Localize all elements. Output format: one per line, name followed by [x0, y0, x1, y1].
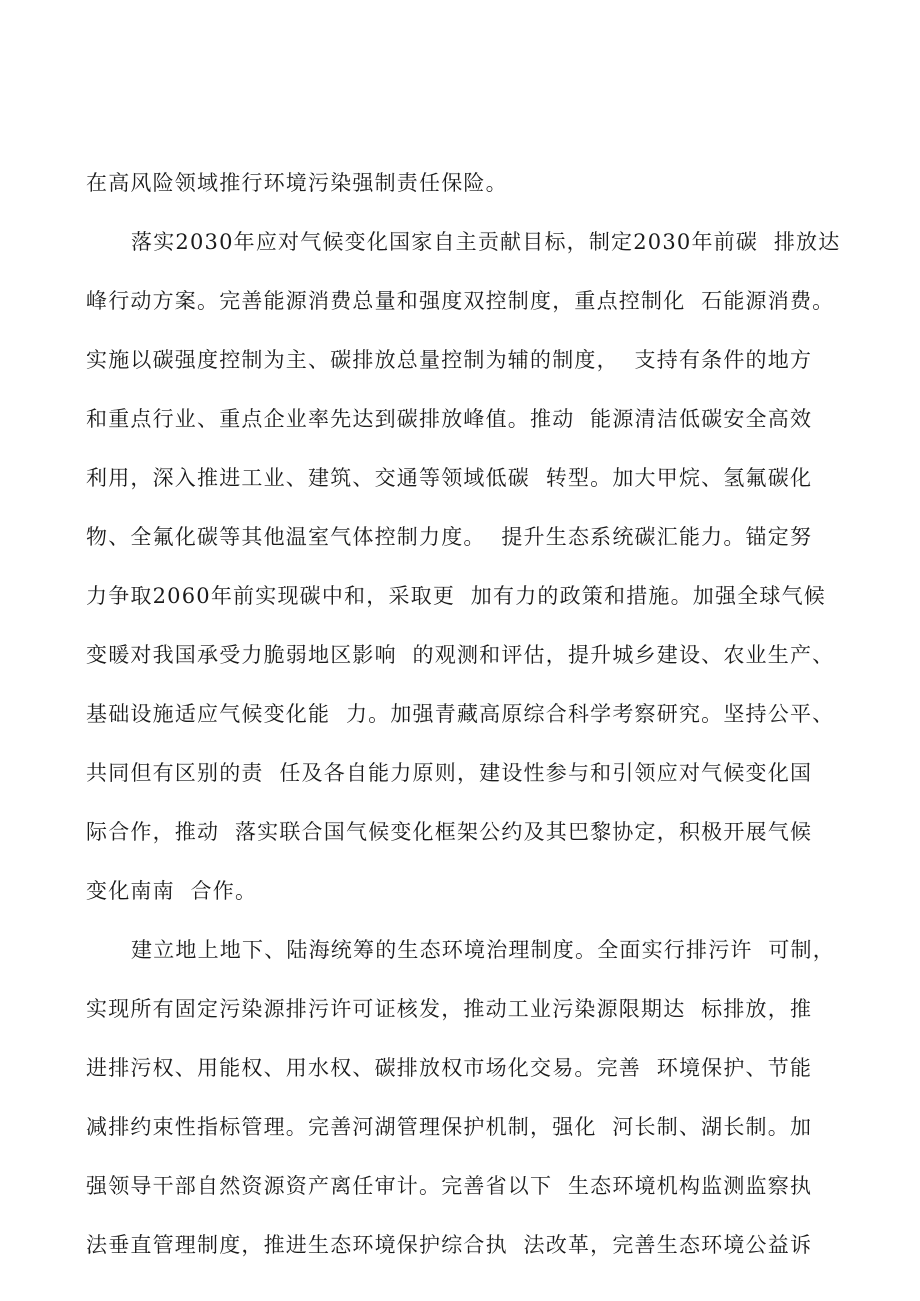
text-line: 法垂直管理制度，推进生态环境保护综合执 法改革，完善生态环境公益诉: [86, 1233, 813, 1257]
text-line: 在高风险领域推行环境污染强制责任保险。: [86, 171, 508, 195]
paragraph-first-line: 落实2030年应对气候变化国家自主贡献目标，制定2030年前碳 排放达: [131, 230, 841, 254]
text-line: 力争取2060年前实现碳中和，采取更 加有力的政策和措施。加强全球气候: [86, 584, 826, 608]
text-line: 变化南南 合作。: [86, 879, 258, 903]
text-line: 共同但有区别的责 任及各自能力原则，建设性参与和引领应对气候变化国: [86, 761, 813, 785]
text-line: 实现所有固定污染源排污许可证核发，推动工业污染源限期达 标排放，推: [86, 997, 813, 1021]
text-line: 际合作，推动 落实联合国气候变化框架公约及其巴黎协定，积极开展气候: [86, 820, 813, 844]
text-line: 和重点行业、重点企业率先达到碳排放峰值。推动 能源清洁低碳安全高效: [86, 407, 813, 431]
text-line: 减排约束性指标管理。完善河湖管理保护机制，强化 河长制、湖长制。加: [86, 1115, 813, 1139]
text-line: 强领导干部自然资源资产离任审计。完善省以下 生态环境机构监测监察执: [86, 1174, 813, 1198]
text-line: 进排污权、用能权、用水权、碳排放权市场化交易。完善 环境保护、节能: [86, 1056, 813, 1080]
text-line: 峰行动方案。完善能源消费总量和强度双控制度，重点控制化 石能源消费。: [86, 289, 835, 313]
paragraph-first-line: 建立地上地下、陆海统筹的生态环境治理制度。全面实行排污许 可制，: [131, 938, 835, 962]
text-line: 变暖对我国承受力脆弱地区影响 的观测和评估，提升城乡建设、农业生产、: [86, 643, 835, 667]
text-line: 物、全氟化碳等其他温室气体控制力度。 提升生态系统碳汇能力。锚定努: [86, 525, 813, 549]
text-line: 基础设施适应气候变化能 力。加强青藏高原综合科学考察研究。坚持公平、: [86, 702, 835, 726]
text-line: 利用，深入推进工业、建筑、交通等领域低碳 转型。加大甲烷、氢氟碳化: [86, 466, 813, 490]
text-line: 实施以碳强度控制为主、碳排放总量控制为辅的制度， 支持有条件的地方: [86, 348, 813, 372]
